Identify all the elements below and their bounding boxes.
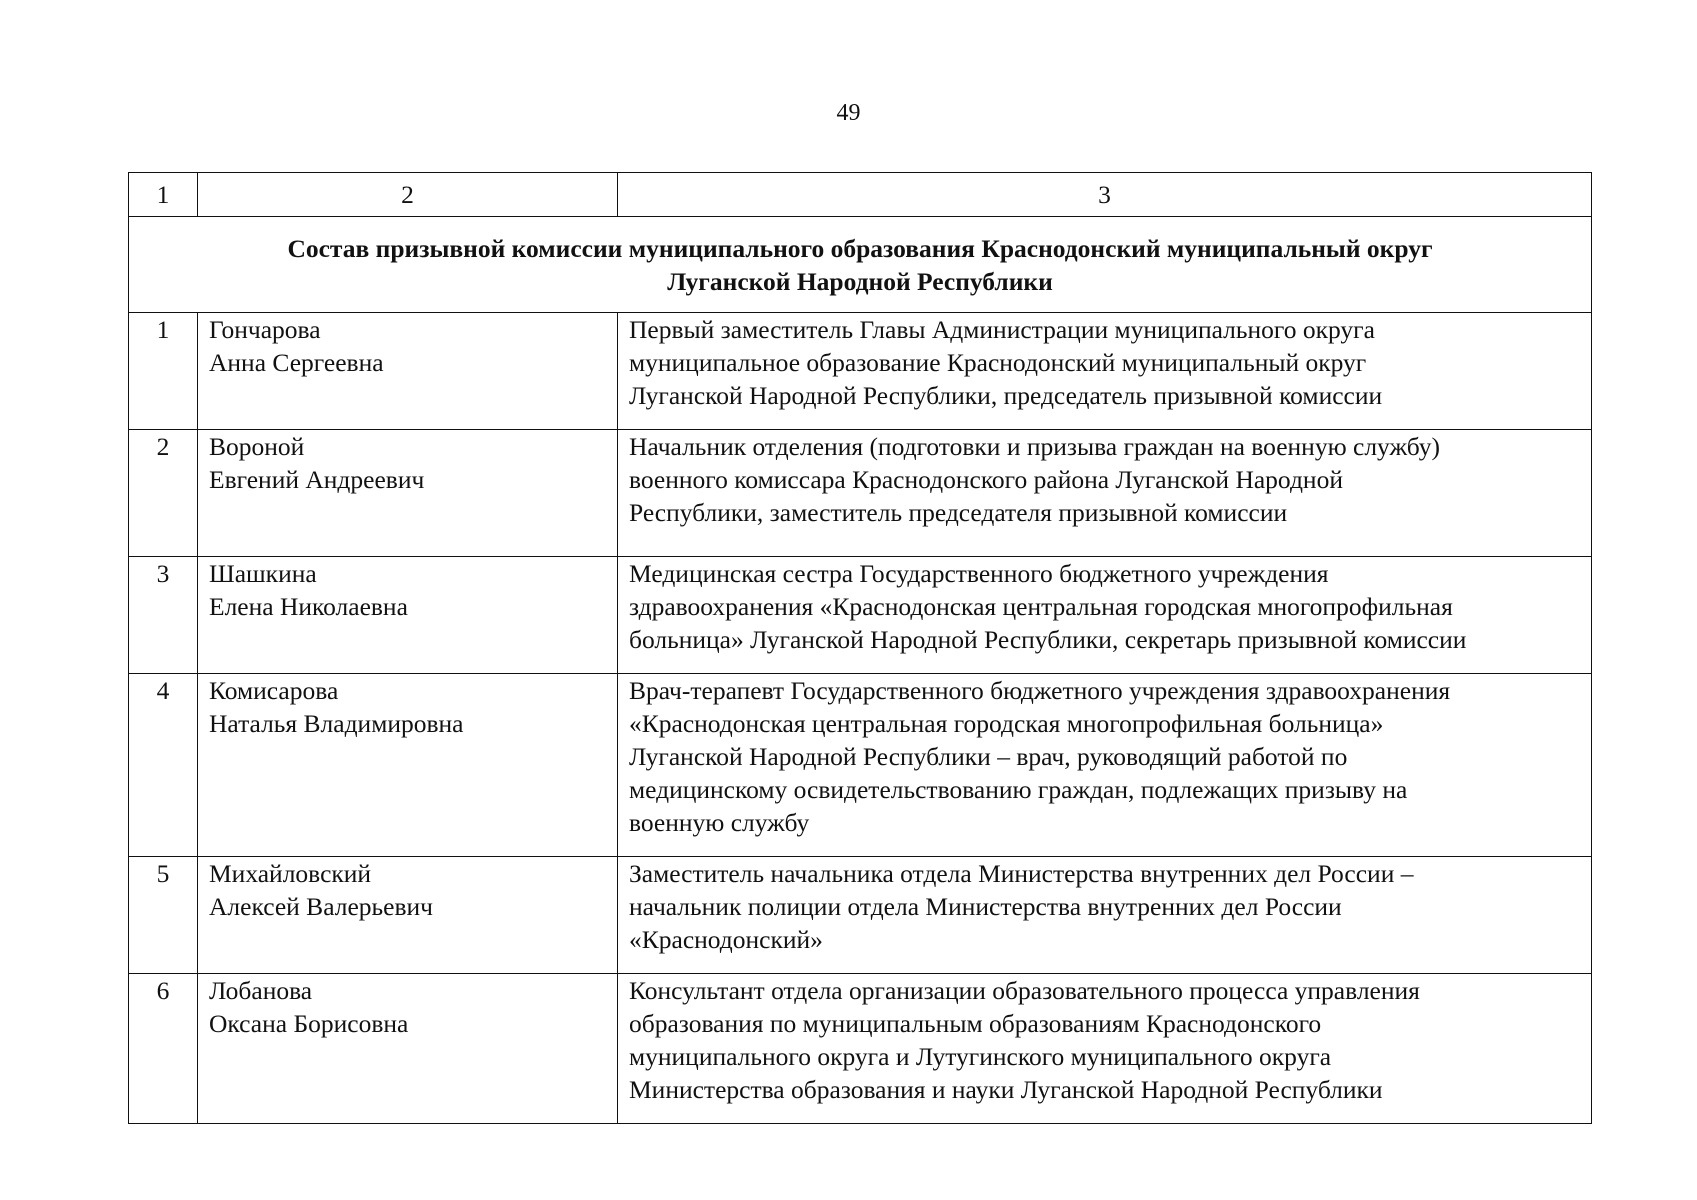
member-surname: Вороной (209, 432, 305, 461)
member-position (618, 430, 1592, 557)
position-line: муниципального округа и Лутугинского муниципального округа (629, 1042, 1332, 1071)
table-row (129, 313, 1592, 430)
column-number-row (129, 173, 1592, 217)
table-row (129, 857, 1592, 974)
position-line: больница» Луганской Народной Республики, секретарь призывной комиссии (629, 625, 1467, 654)
row-number: 5 (129, 857, 198, 974)
member-name (198, 430, 618, 557)
row-number: 6 (129, 974, 198, 1124)
member-given-names: Елена Николаевна (209, 592, 408, 621)
position-line: здравоохранения «Краснодонская центральная городская многопрофильная (629, 592, 1453, 621)
member-name (198, 557, 618, 674)
member-position (618, 313, 1592, 430)
row-number: 1 (129, 313, 198, 430)
member-position (618, 557, 1592, 674)
position-line: Министерства образования и науки Луганской Народной Республики (629, 1075, 1383, 1104)
member-surname: Гончарова (209, 315, 321, 344)
table-title-line-2: Луганской Народной Республики (667, 266, 1053, 296)
position-line: Консультант отдела организации образовательного процесса управления (629, 976, 1420, 1005)
position-line: Луганской Народной Республики, председатель призывной комиссии (629, 381, 1383, 410)
row-number: 4 (129, 674, 198, 857)
table-row (129, 557, 1592, 674)
member-surname: Лобанова (209, 976, 313, 1005)
member-given-names: Евгений Андреевич (209, 465, 425, 494)
position-line: Начальник отделения (подготовки и призыва граждан на военную службу) (629, 432, 1440, 461)
table-row (129, 674, 1592, 857)
member-name (198, 674, 618, 857)
member-position (618, 674, 1592, 857)
member-position (618, 974, 1592, 1124)
member-surname: Шашкина (209, 559, 317, 588)
position-line: военного комиссара Краснодонского района Луганской Народной (629, 465, 1343, 494)
position-line: медицинскому освидетельствованию граждан, подлежащих призыву на (629, 775, 1408, 804)
position-line: «Краснодонская центральная городская многопрофильная больница» (629, 709, 1384, 738)
table-row (129, 974, 1592, 1124)
position-line: Врач-терапевт Государственного бюджетного учреждения здравоохранения (629, 676, 1451, 705)
position-line: Первый заместитель Главы Администрации муниципального округа (629, 315, 1375, 344)
column-number-1: 1 (129, 173, 198, 217)
commission-table (128, 172, 1592, 1124)
member-name (198, 857, 618, 974)
row-number: 3 (129, 557, 198, 674)
member-position (618, 857, 1592, 974)
position-line: Луганской Народной Республики – врач, руководящий работой по (629, 742, 1348, 771)
member-name (198, 974, 618, 1124)
member-name (198, 313, 618, 430)
position-line: муниципальное образование Краснодонский муниципальный округ (629, 348, 1367, 377)
page-number: 49 (836, 100, 861, 126)
column-number-3: 3 (618, 173, 1592, 217)
row-number: 2 (129, 430, 198, 557)
table-title-line-1: Состав призывной комиссии муниципального образования Краснодонский муниципальный округ (287, 233, 1433, 263)
position-line: Республики, заместитель председателя призывной комиссии (629, 498, 1288, 527)
position-line: Заместитель начальника отдела Министерства внутренних дел России – (629, 859, 1414, 888)
table-row (129, 430, 1592, 557)
member-given-names: Анна Сергеевна (209, 348, 384, 377)
table-title-row (129, 217, 1592, 313)
column-number-2: 2 (198, 173, 618, 217)
member-surname: Михайловский (209, 859, 372, 888)
position-line: военную службу (629, 808, 810, 837)
position-line: «Краснодонский» (629, 925, 823, 954)
member-given-names: Алексей Валерьевич (209, 892, 433, 921)
position-line: образования по муниципальным образованиям Краснодонского (629, 1009, 1322, 1038)
position-line: Медицинская сестра Государственного бюджетного учреждения (629, 559, 1329, 588)
member-surname: Комисарова (209, 676, 339, 705)
position-line: начальник полиции отдела Министерства внутренних дел России (629, 892, 1342, 921)
member-given-names: Наталья Владимировна (209, 709, 464, 738)
member-given-names: Оксана Борисовна (209, 1009, 409, 1038)
table-title (129, 217, 1592, 313)
